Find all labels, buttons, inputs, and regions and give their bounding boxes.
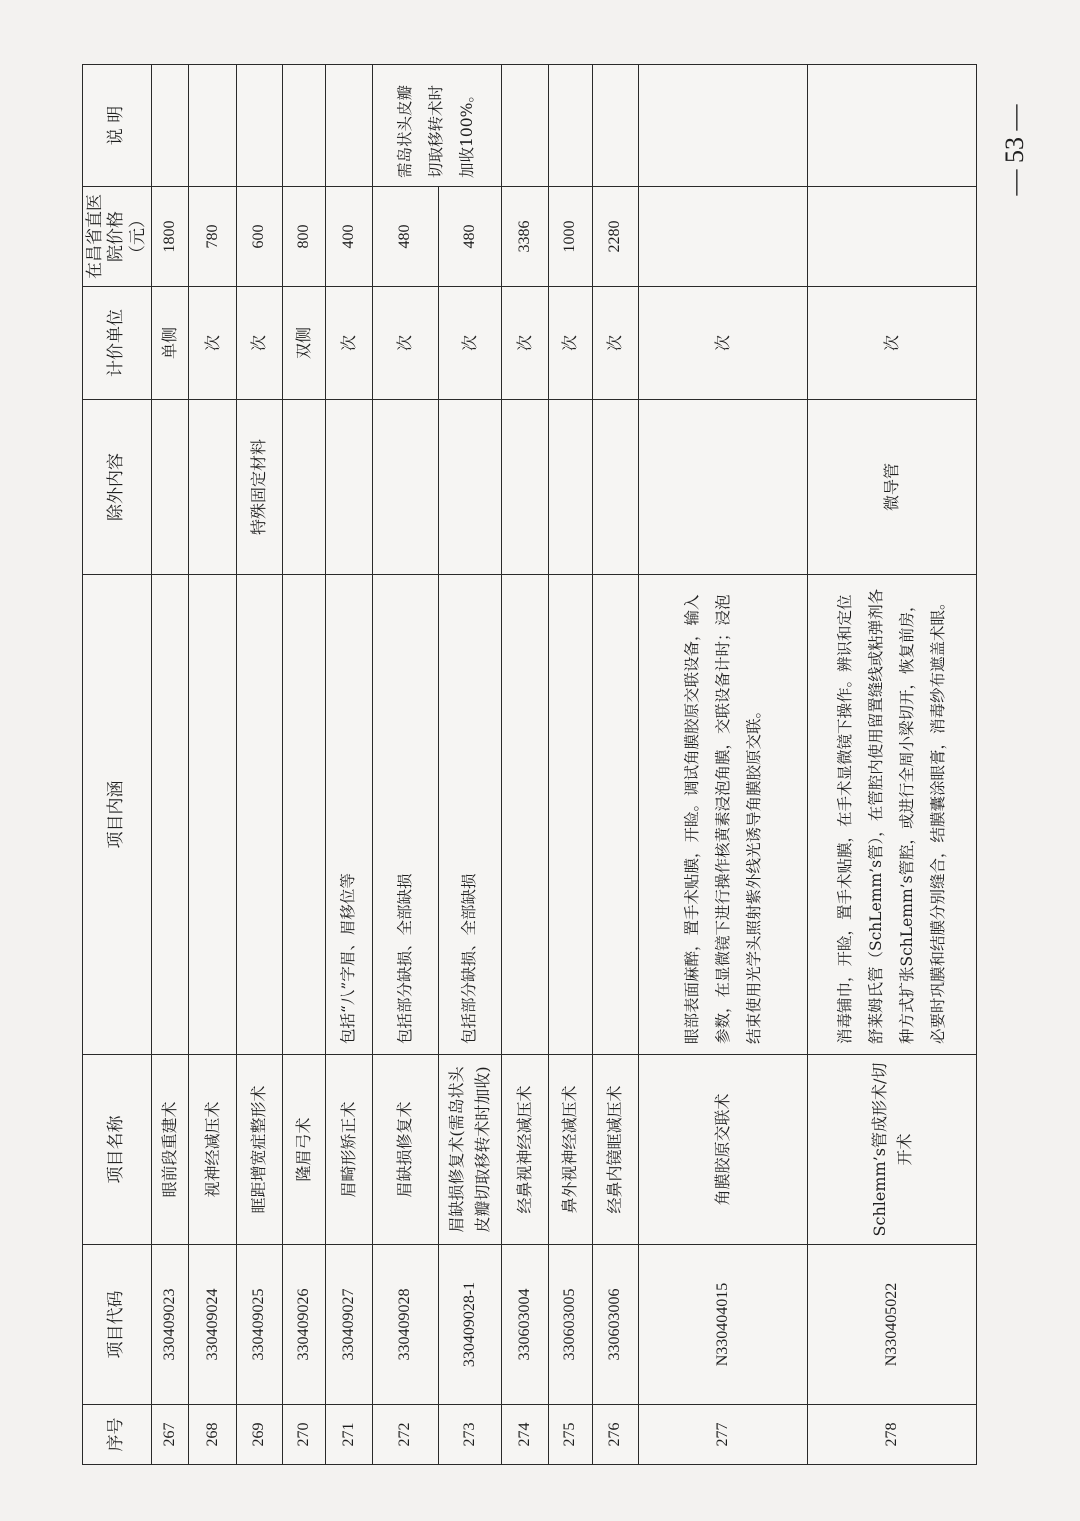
cell-name: 眶距增宽症整形术	[236, 1055, 282, 1245]
cell-excluded	[151, 400, 189, 575]
cell-name: 隆眉弓术	[282, 1055, 325, 1245]
table-row	[548, 65, 592, 1465]
table-row	[501, 65, 548, 1465]
cell-name: 视神经减压术	[189, 1055, 236, 1245]
cell-seq: 269	[236, 1405, 282, 1465]
cell-unit: 次	[236, 287, 282, 400]
cell-unit: 单侧	[151, 287, 189, 400]
cell-excluded	[282, 400, 325, 575]
cell-unit: 次	[189, 287, 236, 400]
header-code: 项目代码	[83, 1245, 152, 1405]
rotated-page	[82, 65, 977, 1465]
header-content: 项目内涵	[83, 575, 152, 1055]
cell-excluded	[325, 400, 372, 575]
cell-seq: 271	[325, 1405, 372, 1465]
cell-code: 330409028	[372, 1245, 438, 1405]
cell-code: N330405022	[808, 1245, 977, 1405]
cell-content: 眼部表面麻醉，置手术贴膜，开睑。调试角膜胶原交联设备，输入参数，在显微镜下进行操作核黄素浸泡角膜，交联设备计时；浸泡结束使用光学头照射紫外线光诱导角膜胶原交联。	[638, 575, 808, 1055]
table-row	[592, 65, 638, 1465]
cell-content: 消毒铺巾，开睑，置手术贴膜，在手术显微镜下操作。辨识和定位舒莱姆氏管（SchLemm’s管），在管腔内使用留置缝线或粘弹剂各种方式扩张SchLemm’s管腔，或进行全周小梁切开，恢复前房，必要时巩膜和结膜分别缝合，结膜囊涂眼膏，消毒纱布遮盖术眼。	[808, 575, 977, 1055]
cell-code: 330409027	[325, 1245, 372, 1405]
cell-price: 800	[282, 187, 325, 287]
cell-seq: 268	[189, 1405, 236, 1465]
cell-content	[189, 575, 236, 1055]
cell-note	[189, 65, 236, 187]
cell-note	[236, 65, 282, 187]
cell-note	[501, 65, 548, 187]
cell-price: 1800	[151, 187, 189, 287]
table-row	[189, 65, 236, 1465]
header-excluded: 除外内容	[83, 400, 152, 575]
cell-seq: 278	[808, 1405, 977, 1465]
table-row	[372, 65, 438, 1465]
cell-seq: 274	[501, 1405, 548, 1465]
table-row	[638, 65, 808, 1465]
cell-unit: 次	[372, 287, 438, 400]
cell-content	[592, 575, 638, 1055]
cell-name: 眉畸形矫正术	[325, 1055, 372, 1245]
cell-price: 3386	[501, 187, 548, 287]
cell-name: 角膜胶原交联术	[638, 1055, 808, 1245]
cell-price	[638, 187, 808, 287]
page-number-text: — 53 —	[1000, 104, 1029, 196]
cell-unit: 次	[325, 287, 372, 400]
cell-code: 330409028-1	[438, 1245, 501, 1405]
table-row	[325, 65, 372, 1465]
cell-excluded	[638, 400, 808, 575]
cell-name: 经鼻视神经减压术	[501, 1055, 548, 1245]
cell-price: 480	[372, 187, 438, 287]
fee-table	[82, 64, 977, 1465]
cell-seq: 273	[438, 1405, 501, 1465]
cell-price: 2280	[592, 187, 638, 287]
cell-unit: 次	[438, 287, 501, 400]
cell-excluded	[372, 400, 438, 575]
cell-name: Schlemm’s管成形术/切开术	[808, 1055, 977, 1245]
cell-note	[325, 65, 372, 187]
cell-name: 经鼻内镜眶减压术	[592, 1055, 638, 1245]
cell-code: 330409023	[151, 1245, 189, 1405]
page-number	[990, 95, 1040, 205]
cell-note	[548, 65, 592, 187]
cell-name: 眼前段重建术	[151, 1055, 189, 1245]
header-name: 项目名称	[83, 1055, 152, 1245]
cell-price: 780	[189, 187, 236, 287]
cell-code: 330409024	[189, 1245, 236, 1405]
cell-content: 包括“八”字眉、眉移位等	[325, 575, 372, 1055]
cell-unit: 次	[501, 287, 548, 400]
cell-excluded	[592, 400, 638, 575]
cell-unit: 次	[638, 287, 808, 400]
table-row	[438, 65, 501, 1465]
cell-content	[501, 575, 548, 1055]
cell-code: 330603005	[548, 1245, 592, 1405]
cell-note	[592, 65, 638, 187]
cell-price: 400	[325, 187, 372, 287]
cell-seq: 270	[282, 1405, 325, 1465]
cell-content	[151, 575, 189, 1055]
cell-note	[282, 65, 325, 187]
cell-unit: 次	[548, 287, 592, 400]
cell-note	[151, 65, 189, 187]
header-seq: 序号	[83, 1405, 152, 1465]
cell-content	[548, 575, 592, 1055]
table-row	[236, 65, 282, 1465]
header-note: 说 明	[83, 65, 152, 187]
table-row	[808, 65, 977, 1465]
cell-code: 330409025	[236, 1245, 282, 1405]
cell-unit: 次	[808, 287, 977, 400]
cell-code: 330603004	[501, 1245, 548, 1405]
header-unit: 计价单位	[83, 287, 152, 400]
cell-seq: 275	[548, 1405, 592, 1465]
cell-content: 包括部分缺损、全部缺损	[438, 575, 501, 1055]
header-price: 在昌省直医院价格（元）	[83, 187, 152, 287]
cell-content: 包括部分缺损、全部缺损	[372, 575, 438, 1055]
cell-excluded	[501, 400, 548, 575]
cell-price	[808, 187, 977, 287]
cell-seq: 276	[592, 1405, 638, 1465]
cell-excluded	[438, 400, 501, 575]
cell-note: 需岛状头皮瓣切取移转术时加收100%。	[372, 65, 501, 187]
cell-unit: 双侧	[282, 287, 325, 400]
cell-name: 鼻外视神经减压术	[548, 1055, 592, 1245]
cell-name: 眉缺损修复术	[372, 1055, 438, 1245]
cell-seq: 272	[372, 1405, 438, 1465]
cell-seq: 277	[638, 1405, 808, 1465]
header-row	[83, 65, 152, 1465]
cell-note	[638, 65, 808, 187]
cell-excluded: 特殊固定材料	[236, 400, 282, 575]
table-row	[151, 65, 189, 1465]
cell-seq: 267	[151, 1405, 189, 1465]
cell-excluded: 微导管	[808, 400, 977, 575]
table-row	[282, 65, 325, 1465]
cell-content	[282, 575, 325, 1055]
cell-code: N330404015	[638, 1245, 808, 1405]
cell-content	[236, 575, 282, 1055]
cell-code: 330409026	[282, 1245, 325, 1405]
cell-price: 480	[438, 187, 501, 287]
cell-excluded	[548, 400, 592, 575]
cell-note	[808, 65, 977, 187]
cell-unit: 次	[592, 287, 638, 400]
cell-price: 1000	[548, 187, 592, 287]
cell-name: 眉缺损修复术(需岛状头皮瓣切取移转术时加收)	[438, 1055, 501, 1245]
cell-price: 600	[236, 187, 282, 287]
cell-excluded	[189, 400, 236, 575]
cell-code: 330603006	[592, 1245, 638, 1405]
